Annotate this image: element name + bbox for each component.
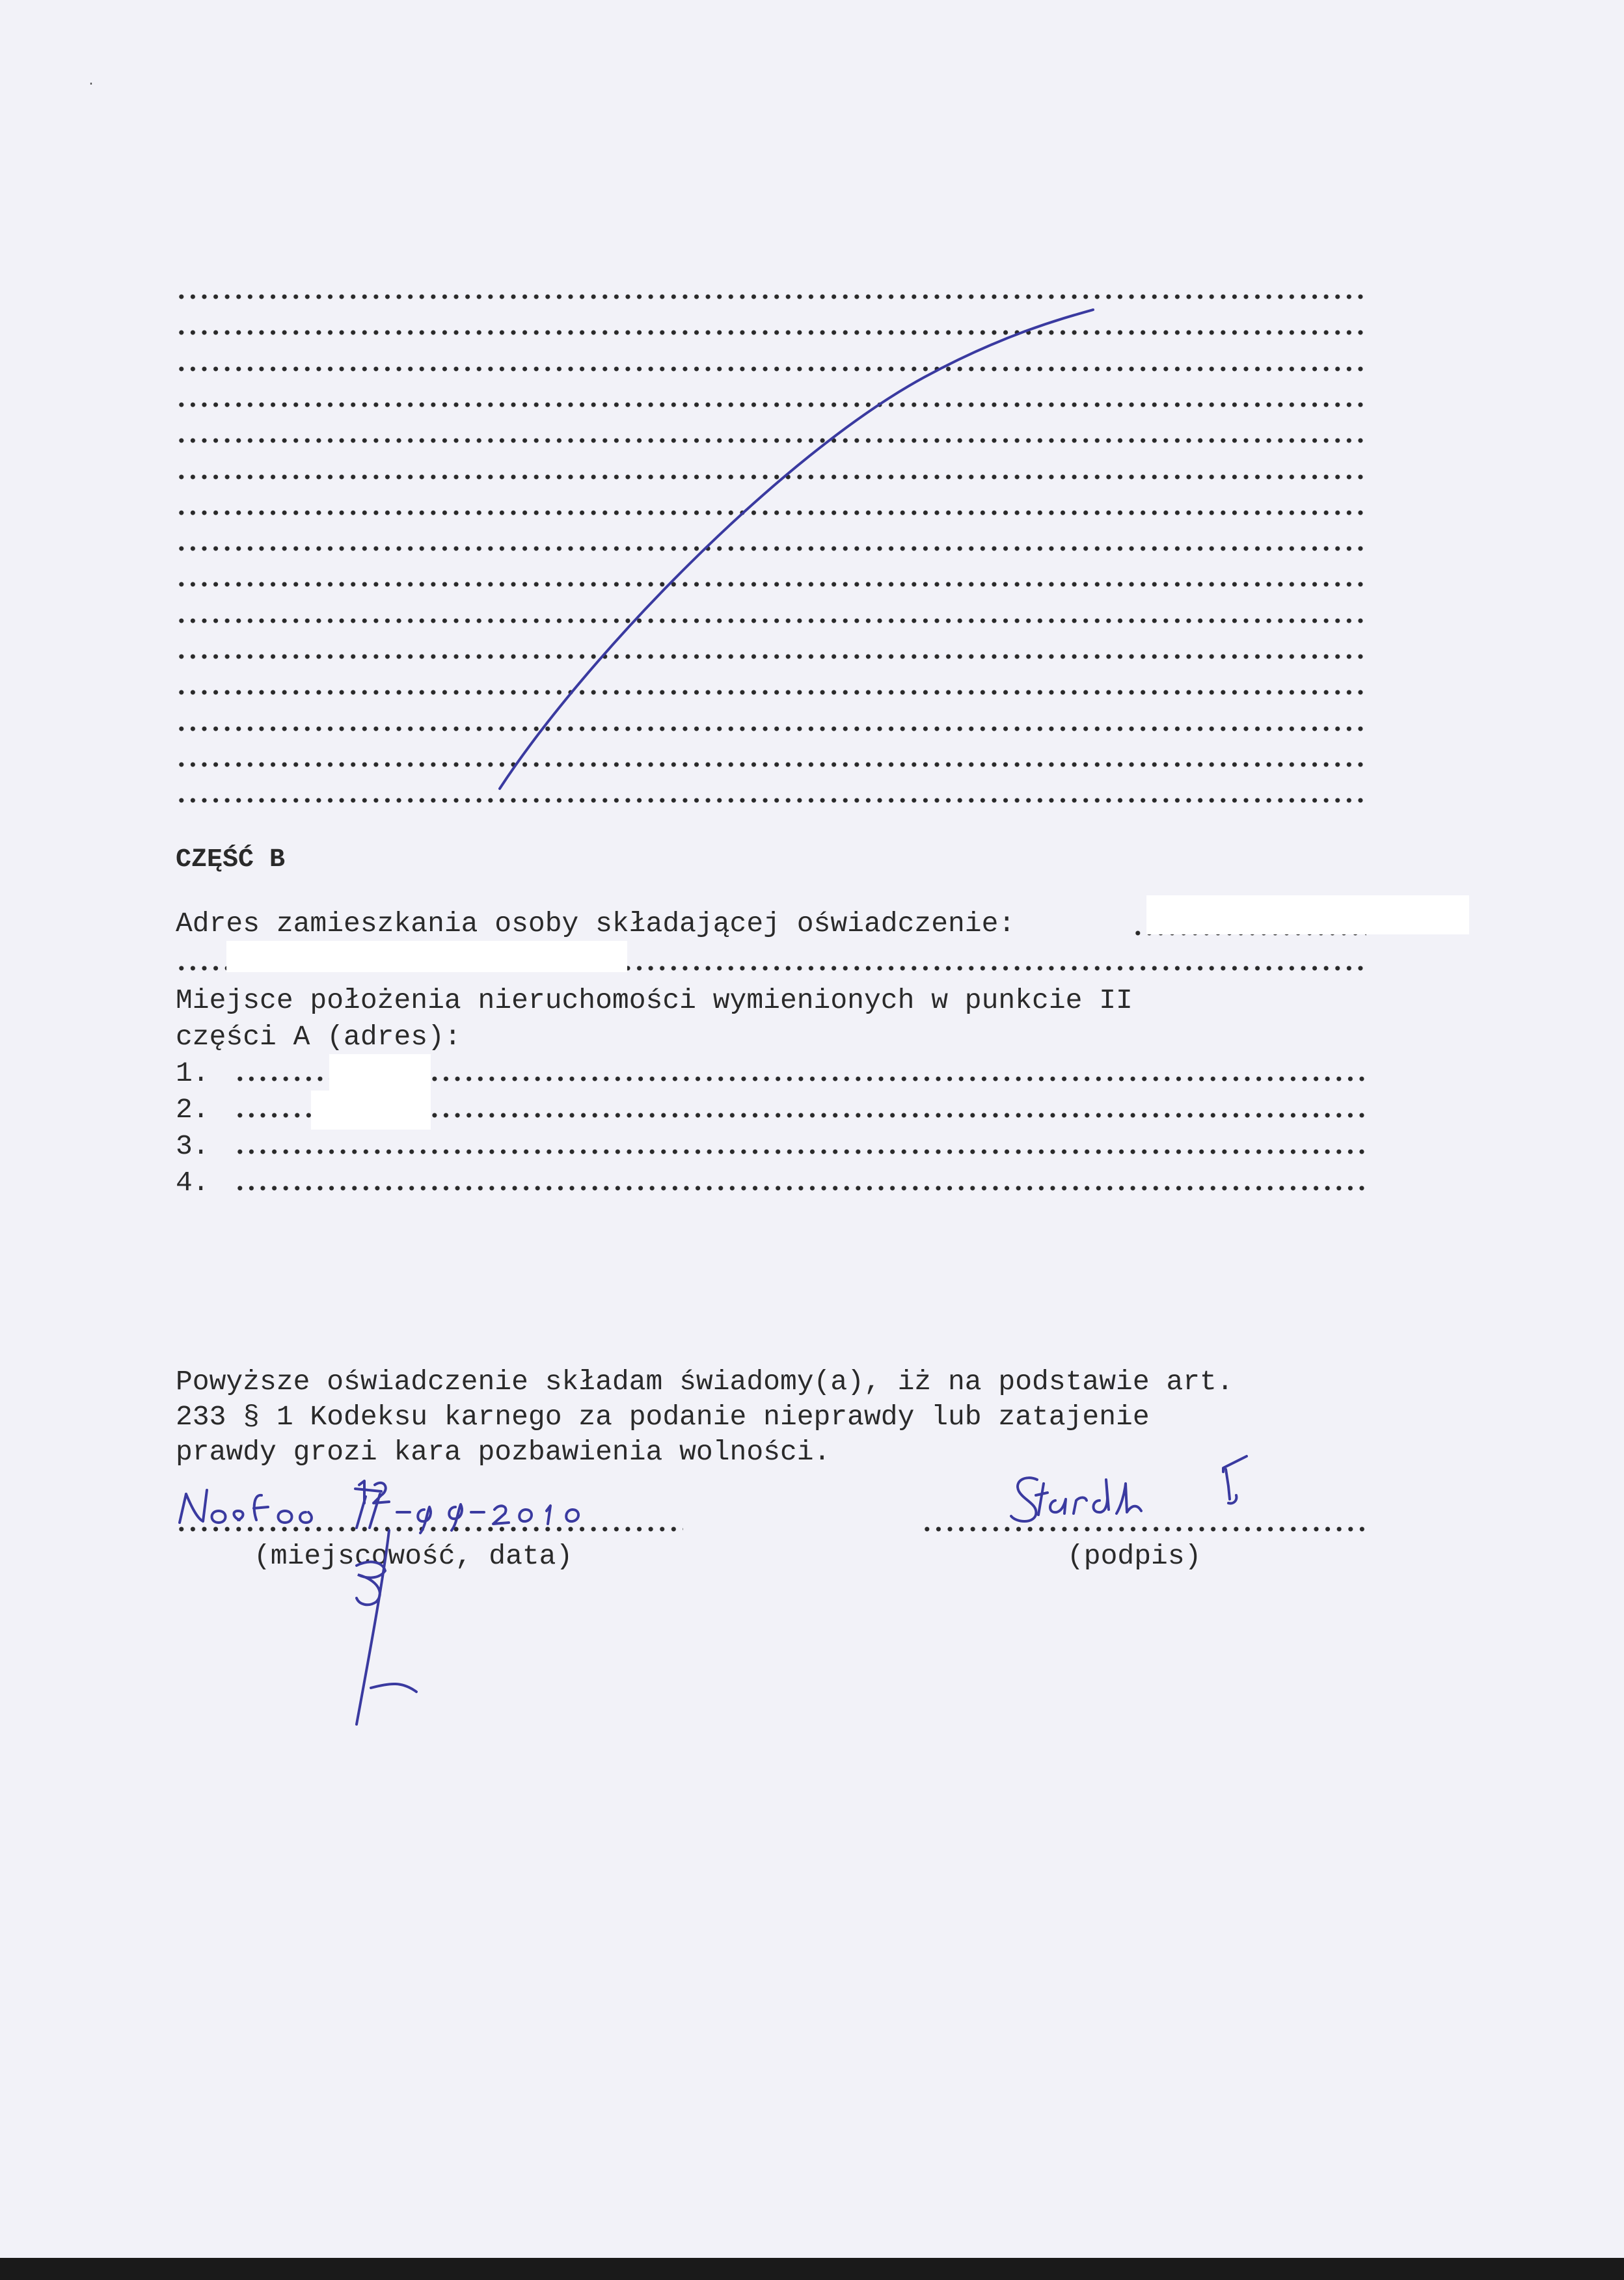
property-location-line2: części A (adres): xyxy=(176,1021,461,1053)
redaction-box xyxy=(329,1054,431,1093)
redaction-box xyxy=(1146,895,1469,934)
redaction-box xyxy=(311,1091,431,1130)
blank-dotted-line xyxy=(176,366,1364,372)
declaration-line-3: prawdy grozi kara pozbawienia wolności. xyxy=(176,1436,831,1468)
place-date-caption: (miejscowość, data) xyxy=(254,1540,573,1572)
blank-dotted-line xyxy=(176,762,1364,767)
property-location-line1: Miejsce położenia nieruchomości wymienionych w punkcie II xyxy=(176,984,1133,1016)
section-heading: CZĘŚĆ B xyxy=(176,845,286,875)
item-dots-4 xyxy=(234,1186,1366,1191)
signature-caption: (podpis) xyxy=(1067,1540,1202,1572)
blank-dotted-line xyxy=(176,726,1364,731)
blank-dotted-line xyxy=(176,690,1364,695)
handwritten-place-date xyxy=(180,1481,578,1533)
blank-dotted-line xyxy=(176,510,1364,515)
item-number-2: 2. xyxy=(176,1094,210,1126)
item-number-3: 3. xyxy=(176,1130,210,1162)
blank-dotted-line xyxy=(176,294,1364,299)
declaration-line-1: Powyższe oświadczenie składam świadomy(a), iż na podstawie art. xyxy=(176,1366,1234,1398)
blank-dotted-line xyxy=(176,654,1364,659)
blank-dotted-line xyxy=(176,798,1364,803)
blank-dotted-line xyxy=(176,474,1364,480)
place-date-dots xyxy=(176,1527,683,1532)
scan-bottom-edge xyxy=(0,2258,1624,2280)
declaration-line-2: 233 § 1 Kodeksu karnego za podanie nieprawdy lub zatajenie xyxy=(176,1401,1150,1433)
address-label: Adres zamieszkania osoby składającej oświadczenie: xyxy=(176,908,1016,940)
blank-dotted-line xyxy=(176,438,1364,443)
item-dots-3 xyxy=(234,1149,1366,1154)
blank-dotted-line xyxy=(176,546,1364,551)
signature-dots xyxy=(921,1527,1366,1532)
redaction-box xyxy=(226,941,627,972)
item-number-4: 4. xyxy=(176,1167,210,1199)
blank-dotted-line xyxy=(176,618,1364,623)
scan-speck: · xyxy=(87,77,96,92)
blank-dotted-line xyxy=(176,402,1364,407)
blank-dotted-line xyxy=(176,582,1364,587)
item-number-1: 1. xyxy=(176,1057,210,1089)
blank-dotted-line xyxy=(176,330,1364,335)
